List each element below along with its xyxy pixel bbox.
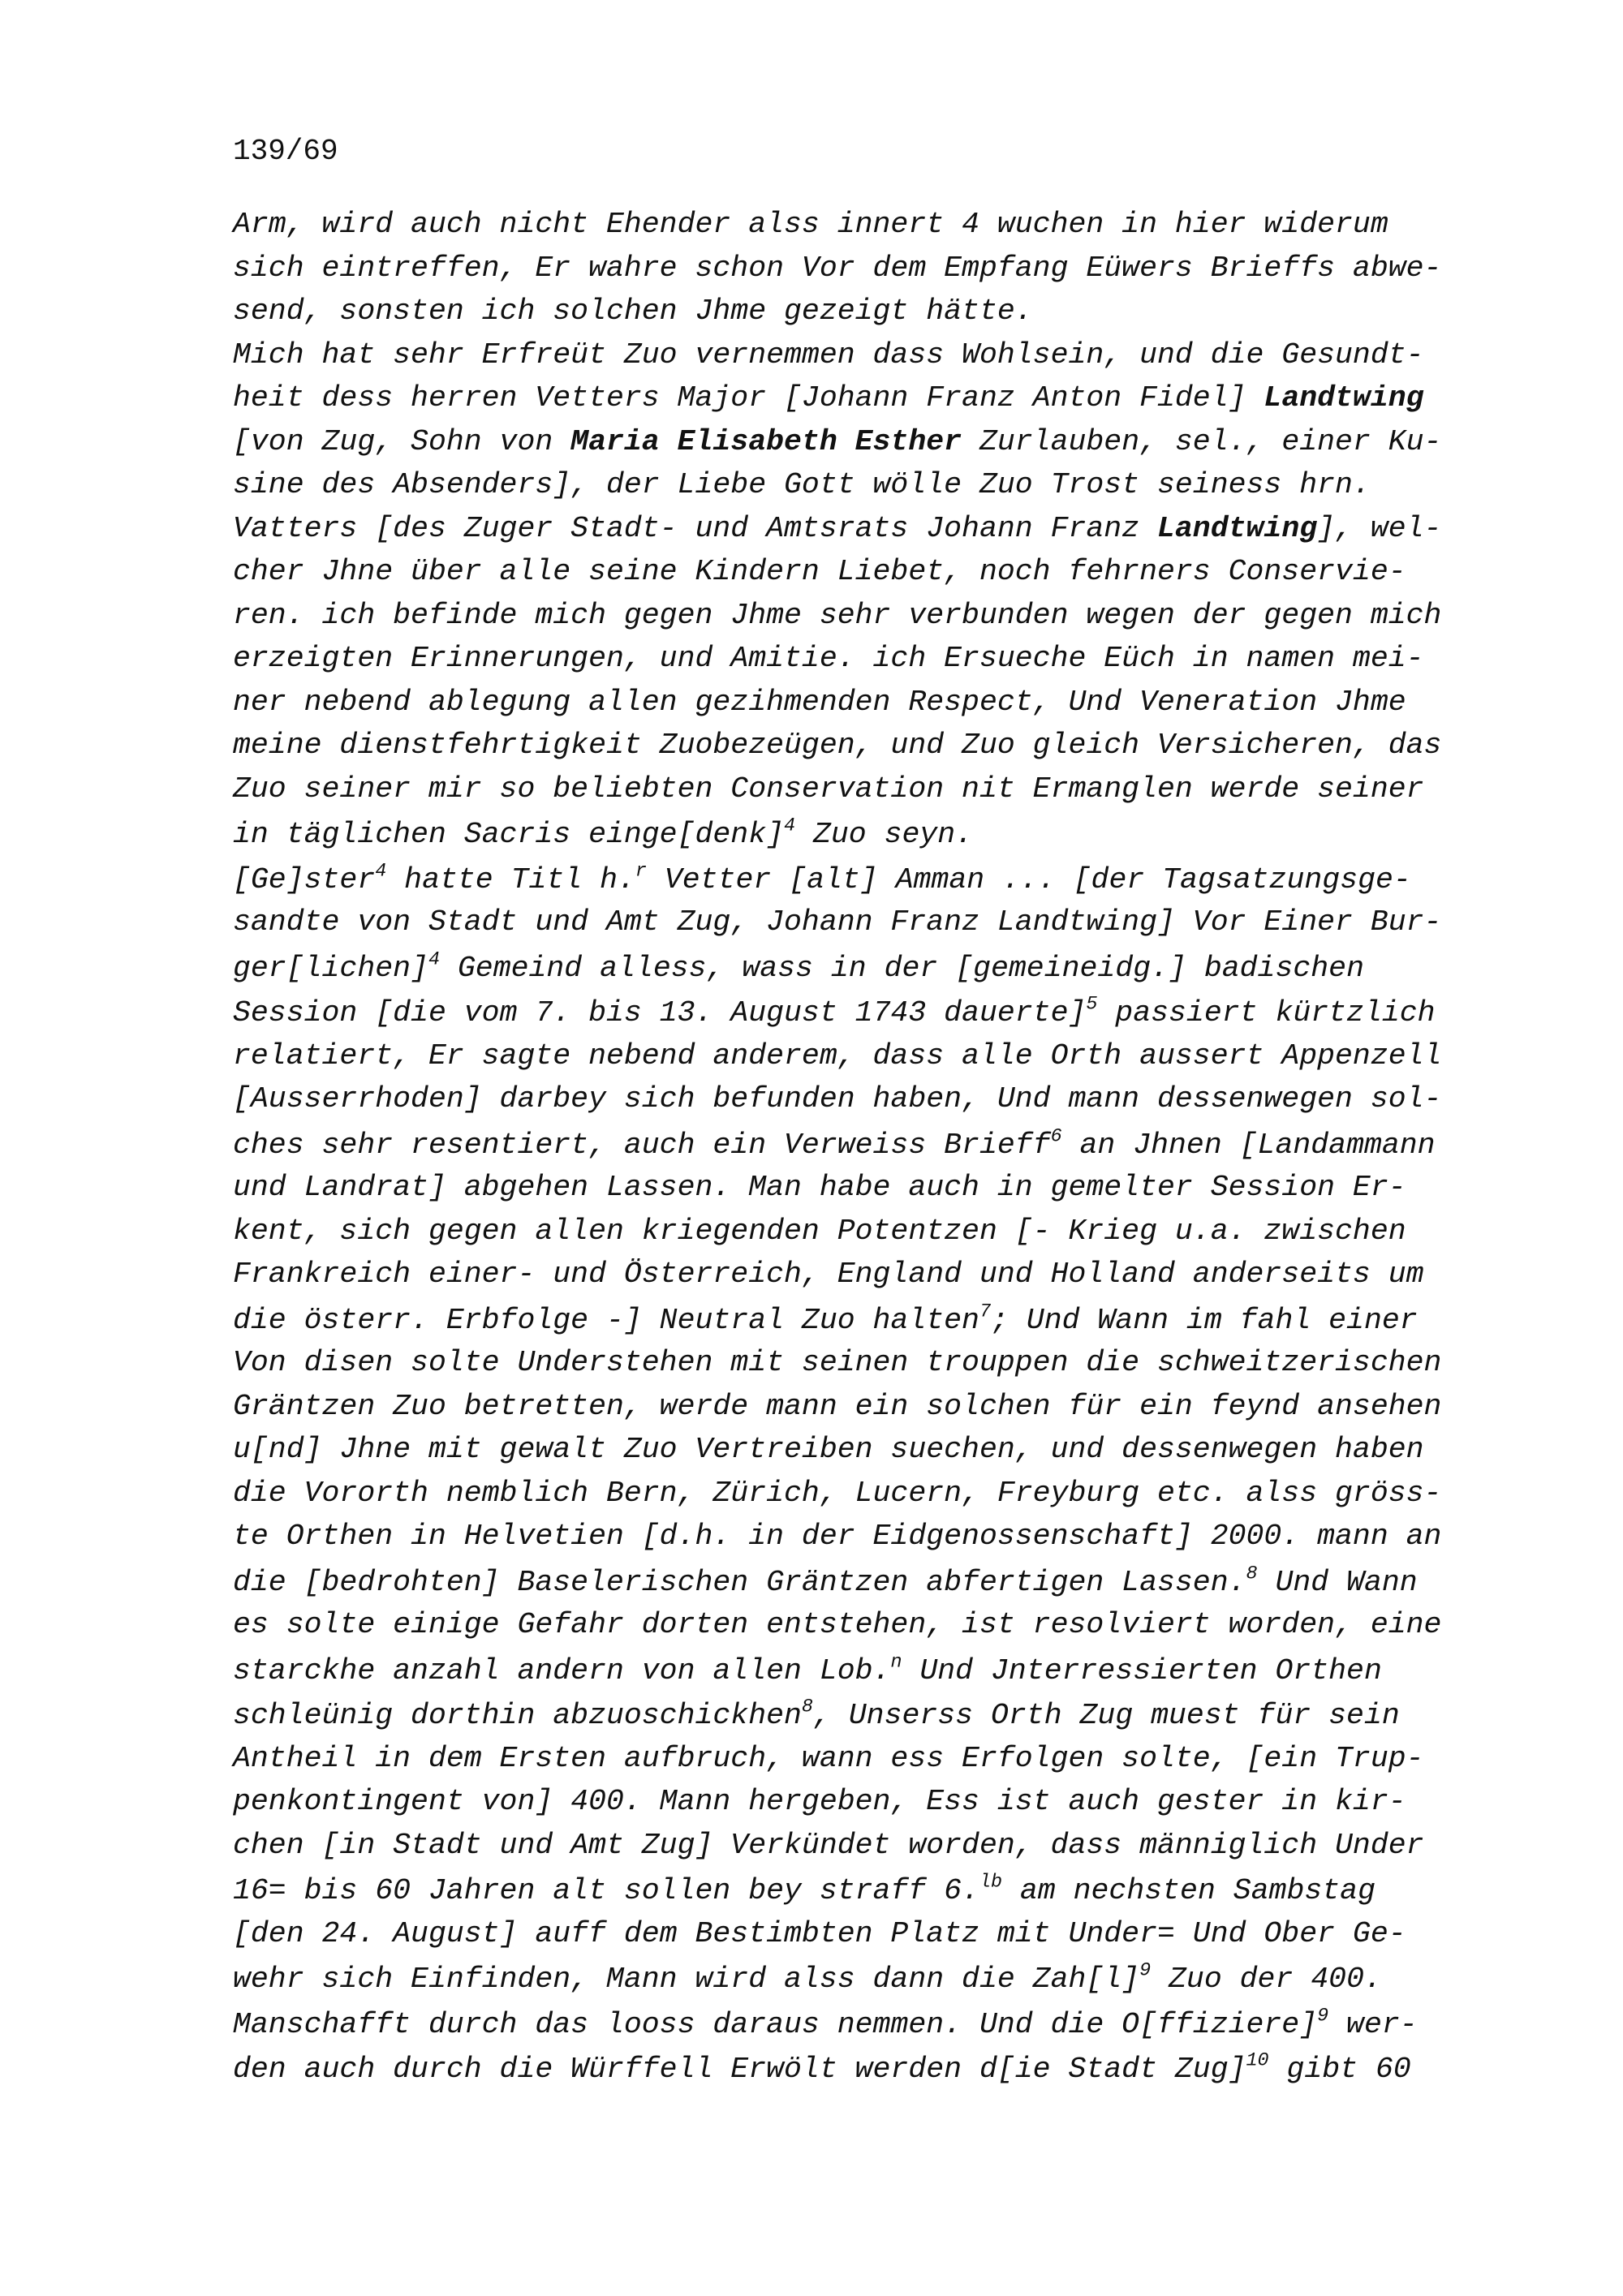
- text-segment: erzeigten Erinnerungen, und Amitie. ich Ersueche Eüch in namen mei-: [233, 642, 1424, 675]
- text-segment: chen [in Stadt und Amt Zug] Verkündet worden, dass männiglich Under: [233, 1828, 1424, 1862]
- text-segment: 16= bis 60 Jahren alt sollen bey straff 6.: [233, 1874, 979, 1907]
- text-line: [233, 1296, 1474, 1342]
- text-segment: Zuo seyn.: [795, 818, 974, 851]
- text-line: [233, 203, 1474, 247]
- text-segment: schleünig dorthin abzuoschickhen: [233, 1699, 802, 1732]
- footnote-marker: 4: [784, 815, 796, 837]
- text-segment: , Unserss Orth Zug muest für sein: [812, 1699, 1400, 1732]
- text-line: [233, 1867, 1474, 1912]
- text-line: [233, 1955, 1474, 2001]
- text-segment: meine dienstfehrtigkeit Zuobezeügen, und Zuo gleich Versicheren, das: [233, 729, 1442, 762]
- text-segment: Mich hat sehr Erfreüt Zuo vernemmen dass Wohlsein, und die Gesundt-: [233, 338, 1424, 372]
- text-line: [233, 420, 1474, 464]
- footnote-marker: 8: [1246, 1563, 1258, 1585]
- text-segment: es solte einige Gefahr dorten entstehen, ist resolviert worden, eine: [233, 1608, 1442, 1641]
- footnote-marker: n: [890, 1652, 902, 1674]
- text-line: [233, 1824, 1474, 1868]
- text-segment: die Vororth nemblich Bern, Zürich, Lucern, Freyburg etc. alss gröss-: [233, 1476, 1442, 1510]
- text-segment: Und Jnterressierten Orthen: [902, 1653, 1382, 1688]
- text-segment: ger[lichen]: [233, 951, 428, 985]
- footnote-marker: 6: [1050, 1126, 1062, 1148]
- text-segment: cher Jhne über alle seine Kindern Liebet, noch fehrners Conservie-: [233, 555, 1406, 588]
- text-line: [233, 1385, 1474, 1429]
- text-segment: kent, sich gegen allen kriegenden Potentzen [- Krieg u.a. zwischen: [233, 1214, 1406, 1248]
- text-segment: wehr sich Einfinden, Mann wird alss dann die Zah[l]: [233, 1963, 1140, 1996]
- text-line: [233, 247, 1474, 290]
- text-segment: Antheil in dem Ersten aufbruch, wann ess Erfolgen solte, [ein Trup-: [233, 1741, 1424, 1775]
- text-line: [233, 637, 1474, 681]
- text-segment: Vetter [alt] Amman ... [der Tagsatzungsge-: [646, 862, 1411, 896]
- text-line: [233, 1472, 1474, 1516]
- page-number: 139/69: [233, 135, 338, 168]
- text-segment: ner nebend ablegung allen gezihmenden Respect, Und Veneration Jhme: [233, 685, 1406, 719]
- text-segment: hatte Titl h.: [386, 862, 635, 896]
- text-line: [233, 1737, 1474, 1781]
- text-segment: ], wel-: [1317, 511, 1442, 545]
- text-segment: den auch durch die Würffell Erwölt werden d[ie Stadt Zug]: [233, 2053, 1246, 2086]
- text-line: [233, 944, 1474, 990]
- text-segment: Von disen solte Understehen mit seinen trouppen die schweitzerischen: [233, 1346, 1442, 1379]
- footnote-marker: 4: [375, 861, 387, 883]
- text-line: [233, 550, 1474, 594]
- text-segment: wer-: [1328, 2007, 1418, 2041]
- letter-transcription-text: [233, 203, 1474, 2091]
- text-segment: gibt 60: [1268, 2053, 1411, 2086]
- text-segment: Zurlauben, sel., einer Ku-: [962, 424, 1442, 458]
- text-segment: te Orthen in Helvetien [d.h. in der Eidgenossenschaft] 2000. mann an: [233, 1520, 1442, 1553]
- text-segment: Zuo seiner mir so beliebten Conservation nit Ermanglen werde seiner: [233, 772, 1424, 806]
- text-line: [233, 1692, 1474, 1737]
- text-segment: Zuo der 400.: [1151, 1963, 1382, 1996]
- text-segment: Gräntzen Zuo betretten, werde mann ein solchen für ein feynd ansehen: [233, 1389, 1442, 1423]
- text-line: [233, 1210, 1474, 1253]
- text-line: [233, 1034, 1474, 1078]
- text-segment: Manschafft durch das looss daraus nemmen. Und die O[ffiziere]: [233, 2007, 1318, 2041]
- text-segment: sine des Absenders], der Liebe Gott wölle Zuo Trost seiness hrn.: [233, 468, 1371, 501]
- footnote-marker: 7: [979, 1301, 991, 1323]
- text-line: [233, 2045, 1474, 2091]
- text-segment: send, sonsten ich solchen Jhme gezeigt hätte.: [233, 295, 1033, 328]
- text-line: [233, 1428, 1474, 1472]
- text-line: [233, 681, 1474, 724]
- text-segment: Gemeind alless, wass in der [gemeineidg.] badischen: [439, 951, 1364, 985]
- text-segment: die [bedrohten] Baselerischen Gräntzen abfertigen Lassen.: [233, 1565, 1246, 1599]
- text-segment: sandte von Stadt und Amt Zug, Johann Franz Landtwing] Vor Einer Bur-: [233, 905, 1442, 939]
- text-line: [233, 1559, 1474, 1604]
- text-segment: u[nd] Jhne mit gewalt Zuo Vertreiben suechen, und dessenwegen haben: [233, 1433, 1424, 1466]
- text-line: [233, 767, 1474, 811]
- text-segment: [von Zug, Sohn von: [233, 424, 571, 458]
- text-line: [233, 1341, 1474, 1385]
- text-segment: an Jhnen [Landammann: [1061, 1128, 1436, 1162]
- footnote-marker: r: [635, 861, 647, 883]
- text-segment: sich eintreffen, Er wahre schon Vor dem Empfang Eüwers Brieffs abwe-: [233, 251, 1442, 285]
- text-segment: in täglichen Sacris einge[denk]: [233, 818, 785, 851]
- text-segment: relatiert, Er sagte nebend anderem, dass alle Orth aussert Appenzell: [233, 1038, 1442, 1073]
- text-line: [233, 1253, 1474, 1296]
- text-line: [233, 376, 1474, 420]
- bold-name: Landtwing: [1264, 381, 1424, 415]
- text-line: [233, 1077, 1474, 1121]
- text-line: [233, 1515, 1474, 1559]
- text-segment: [Ausserrhoden] darbey sich befunden haben, Und mann dessenwegen sol-: [233, 1082, 1442, 1116]
- text-line: [233, 463, 1474, 507]
- text-segment: Frankreich einer- und Österreich, England und Holland anderseits um: [233, 1258, 1424, 1291]
- footnote-marker: 5: [1086, 994, 1098, 1016]
- text-segment: Arm, wird auch nicht Ehender alss innert 4 wuchen in hier widerum: [233, 208, 1388, 241]
- text-line: [233, 1912, 1474, 1956]
- footnote-marker: 9: [1317, 2006, 1329, 2027]
- text-line: [233, 333, 1474, 377]
- text-line: [233, 856, 1474, 901]
- text-line: [233, 989, 1474, 1034]
- text-line: [233, 1603, 1474, 1647]
- footnote-marker: 8: [801, 1696, 813, 1718]
- bold-name: Maria Elisabeth Esther: [570, 424, 962, 458]
- text-line: [233, 2001, 1474, 2046]
- text-segment: ches sehr resentiert, auch ein Verweiss Brieff: [233, 1128, 1051, 1162]
- footnote-marker: 4: [428, 949, 440, 971]
- text-line: [233, 901, 1474, 944]
- text-line: [233, 1780, 1474, 1824]
- text-segment: passiert kürtzlich: [1097, 996, 1436, 1030]
- text-line: [233, 594, 1474, 638]
- text-segment: ren. ich befinde mich gegen Jhme sehr verbunden wegen der gegen mich: [233, 598, 1442, 632]
- text-line: [233, 1647, 1474, 1692]
- text-line: [233, 724, 1474, 767]
- text-segment: am nechsten Sambstag: [1002, 1874, 1375, 1907]
- text-segment: heit dess herren Vetters Major [Johann Franz Anton Fidel]: [233, 381, 1264, 415]
- text-segment: Vatters [des Zuger Stadt- und Amtsrats Johann Franz: [233, 511, 1157, 545]
- text-segment: und Landrat] abgehen Lassen. Man habe auch in gemelter Session Er-: [233, 1171, 1406, 1204]
- text-line: [233, 1166, 1474, 1210]
- text-segment: starckhe anzahl andern von allen Lob.: [233, 1653, 891, 1688]
- text-segment: [den 24. August] auff dem Bestimbten Platz mit Under= Und Ober Ge-: [233, 1916, 1406, 1950]
- text-segment: Session [die vom 7. bis 13. August 1743 dauerte]: [233, 996, 1087, 1030]
- text-line: [233, 810, 1474, 856]
- text-line: [233, 290, 1474, 333]
- text-line: [233, 507, 1474, 551]
- bold-name: Landtwing: [1157, 511, 1318, 545]
- footnote-marker: 9: [1139, 1960, 1152, 1982]
- footnote-marker: 10: [1246, 2050, 1269, 2072]
- text-segment: ; Und Wann im fahl einer: [990, 1303, 1418, 1337]
- text-segment: die österr. Erbfolge -] Neutral Zuo halten: [233, 1303, 979, 1337]
- text-segment: Und Wann: [1257, 1565, 1418, 1599]
- footnote-marker: lb: [979, 1872, 1002, 1894]
- text-segment: penkontingent von] 400. Mann hergeben, Ess ist auch gester in kir-: [233, 1785, 1406, 1818]
- text-segment: [Ge]ster: [233, 862, 376, 896]
- text-line: [233, 1121, 1474, 1167]
